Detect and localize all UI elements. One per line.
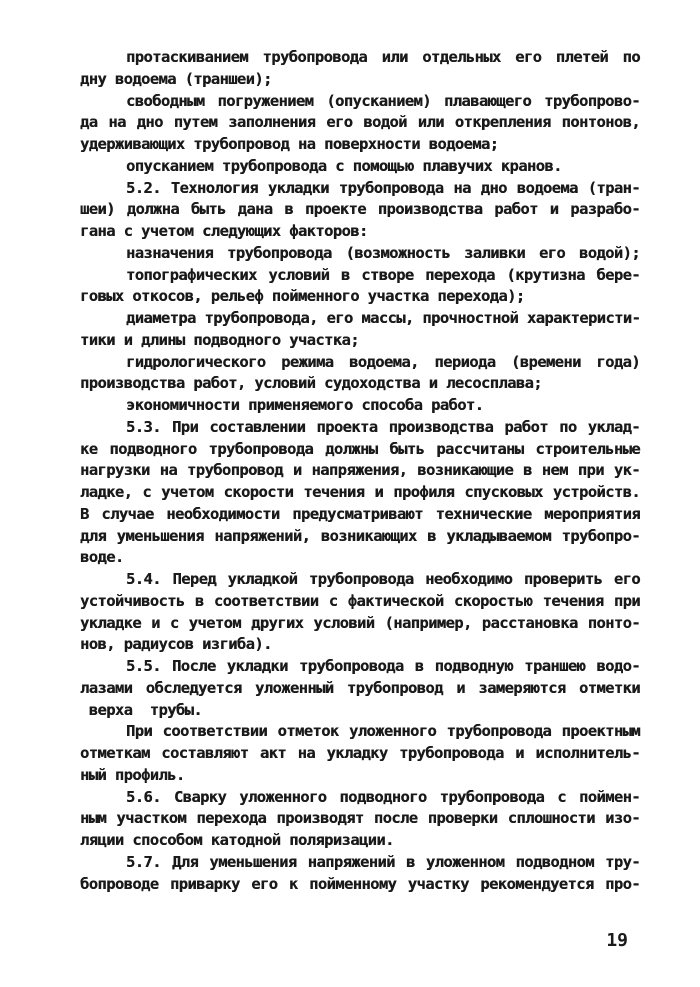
text-line: нов, радиусов изгиба). — [80, 635, 272, 654]
body-text — [80, 47, 640, 895]
text-line: 5.3. При составлении проекта производства работ по уклад- — [126, 417, 640, 436]
text-line: ке подводного трубопровода должны быть рассчитаны строительные — [80, 439, 640, 458]
text-line: отметкам составляют акт на укладку трубопровода и исполнитель- — [80, 744, 640, 762]
text-line: гидрологического режима водоема, периода (времени года) — [126, 352, 640, 371]
text-line: дну водоема (траншеи); — [80, 69, 272, 88]
text-line: говых откосов, рельеф пойменного участка перехода); — [80, 287, 525, 306]
text-line: воде. — [80, 548, 124, 567]
text-line: нагрузки на трубопровод и напряжения, возникающие в нем при ук- — [80, 461, 640, 480]
text-line: удерживающих трубопровод на поверхности водоема; — [80, 135, 499, 153]
text-line: При соответствии отметок уложенного трубопровода проектным — [126, 722, 640, 741]
text-line: 5.4. Перед укладкой трубопровода необходимо проверить его — [126, 570, 640, 588]
text-line: для уменьшения напряжений, возникающих в укладываемом трубопро- — [80, 526, 640, 545]
text-line: свободным погружением (опусканием) плавающего трубопрово- — [126, 91, 640, 110]
text-line: ляции способом катодной поляризации. — [80, 831, 394, 849]
text-line: устойчивость в соответствии с фактической скоростью течения при — [80, 591, 640, 610]
text-line: бопроводе приварку его к пойменному участку рекомендуется про- — [80, 874, 640, 893]
text-line: ладке, с учетом скорости течения и профиля спусковых устройств. — [80, 483, 640, 501]
text-line: гана с учетом следующих факторов: — [80, 222, 368, 240]
text-line: 5.7. Для уменьшения напряжений в уложенном подводном тру- — [126, 852, 640, 871]
text-line: опусканием трубопровода с помощью плавучих кранов. — [126, 156, 562, 175]
text-line: 5.2. Технология укладки трубопровода на дно водоема (тран- — [126, 178, 640, 197]
text-line: назначения трубопровода (возможность заливки его водой); — [126, 243, 640, 262]
text-line: да на дно путем заполнения его водой или открепления понтонов, — [80, 113, 640, 132]
text-line: топографических условий в створе перехода (крутизна бере- — [126, 265, 640, 284]
text-line: протаскиванием трубопровода или отдельных его плетей по — [126, 48, 640, 66]
text-line: ный профиль. — [80, 765, 185, 784]
text-line: укладке и с учетом других условий (например, расстановка понто- — [80, 613, 640, 632]
text-line: диаметра трубопровода, его массы, прочностной характеристи- — [126, 309, 641, 327]
text-line: тики и длины подводного участка; — [80, 330, 359, 349]
page-number: 19 — [606, 930, 628, 951]
text-line: шеи) должна быть дана в проекте производства работ и разрабо- — [80, 200, 640, 219]
text-line: лазами обследуется уложенный трубопровод и замеряются отметки — [80, 678, 640, 697]
text-line: 5.6. Сварку уложенного подводного трубопровода с поймен- — [126, 787, 640, 806]
text-line: В случае необходимости предусматривают технические мероприятия — [80, 504, 640, 523]
text-line: ным участком перехода производят после проверки сплошности изо- — [80, 809, 640, 828]
text-line: 5.5. После укладки трубопровода в подводную траншею водо- — [126, 657, 640, 675]
text-line: верха трубы. — [80, 700, 203, 719]
text-line: экономичности применяемого способа работ. — [126, 396, 484, 414]
text-line: производства работ, условий судоходства и лесосплава; — [80, 374, 542, 393]
